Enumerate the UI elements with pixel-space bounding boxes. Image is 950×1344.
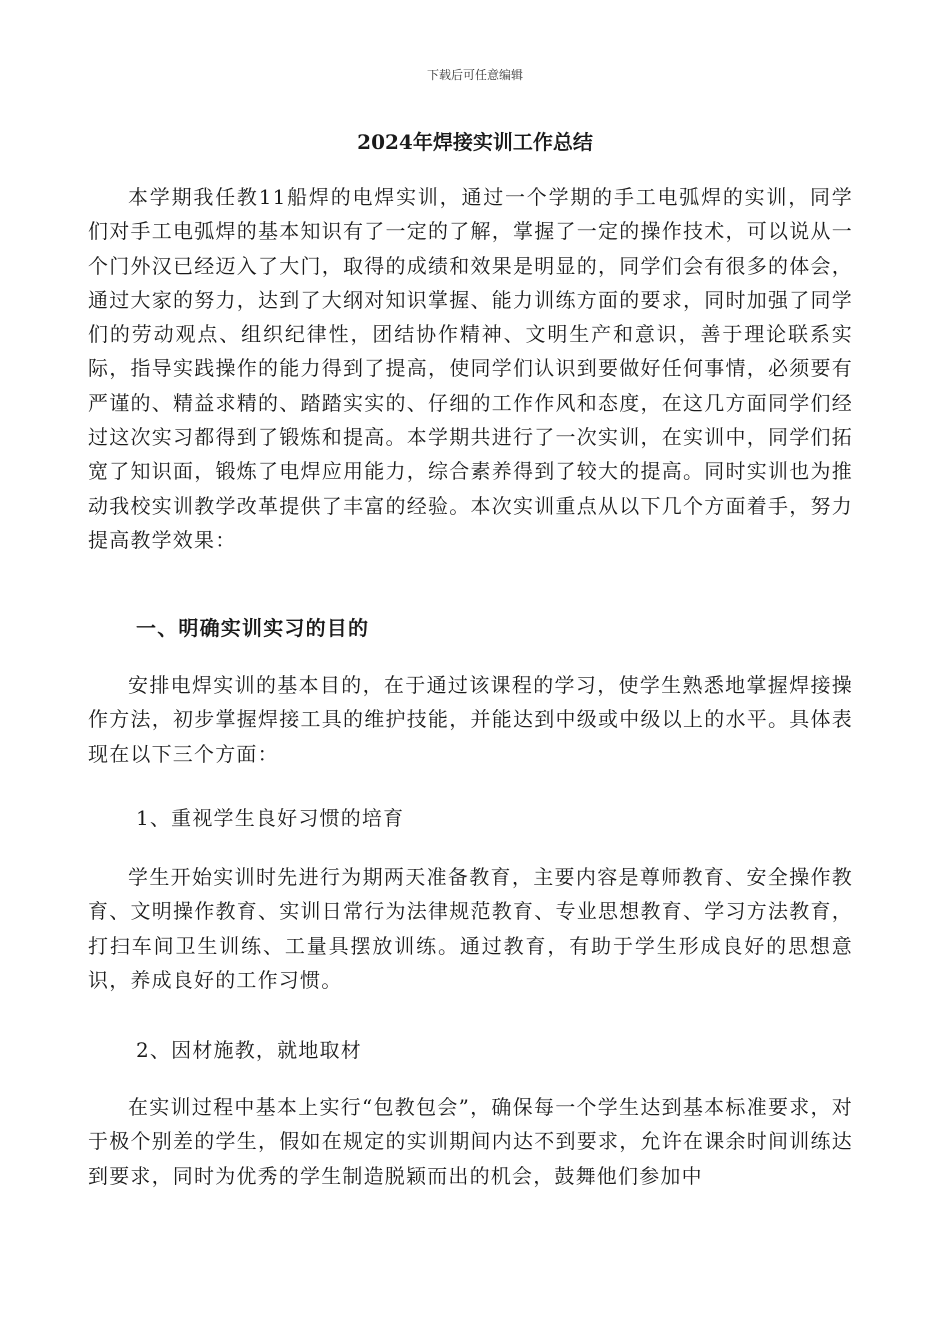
paragraph-habits: 学生开始实训时先进行为期两天准备教育，主要内容是尊师教育、安全操作教育、文明操作教育、实训日常行为法律规范教育、专业思想教育、学习方法教育，打扫车间卫生训练、工量具摆放训练。通过教育，有助于学生形成良好的思想意识，养成良好的工作习惯。 <box>88 865 853 992</box>
paragraph-teaching: 在实训过程中基本上实行“包教包会”，确保每一个学生达到基本标准要求，对于极个别差的学生，假如在规定的实训期间内达不到要求，允许在课余时间训练达到要求，同时为优秀的学生制造脱颖而出的机会，鼓舞他们参加中 <box>88 1095 853 1188</box>
paragraph-purpose: 安排电焊实训的基本目的，在于通过该课程的学习，使学生熟悉地掌握焊接操作方法，初步掌握焊接工具的维护技能，并能达到中级或中级以上的水平。具体表现在以下三个方面： <box>88 673 853 766</box>
subheading-teaching: 2、因材施教，就地取材 <box>136 1038 362 1062</box>
document-title: 2024年焊接实训工作总结 <box>357 130 593 154</box>
paragraph-intro: 本学期我任教11船焊的电焊实训，通过一个学期的手工电弧焊的实训，同学们对手工电弧焊的基本知识有了一定的了解，掌握了一定的操作技术，可以说从一个门外汉已经迈入了大门，取得的成绩和效果是明显的，同学们会有很多的体会，通过大家的努力，达到了大纲对知识掌握、能力训练方面的要求，同时加强了同学们的劳动观点、组织纪律性，团结协作精神、文明生产和意识，善于理论联系实际，指导实践操作的能力得到了提高，使同学们认识到要做好任何事情，必须要有严谨的、精益求精的、踏踏实实的、仔细的工作作风和态度，在这几方面同学们经过这次实习都得到了锻炼和提高。本学期共进行了一次实训，在实训中，同学们拓宽了知识面，锻炼了电焊应用能力，综合素养得到了较大的提高。同时实训也为推动我校实训教学改革提供了丰富的经验。本次实训重点从以下几个方面着手，努力提高教学效果： <box>88 185 853 552</box>
section-heading-purpose: 一、明确实训实习的目的 <box>136 616 370 640</box>
header-note: 下载后可任意编辑 <box>426 68 523 82</box>
subheading-habits: 1、重视学生良好习惯的培育 <box>136 806 405 830</box>
